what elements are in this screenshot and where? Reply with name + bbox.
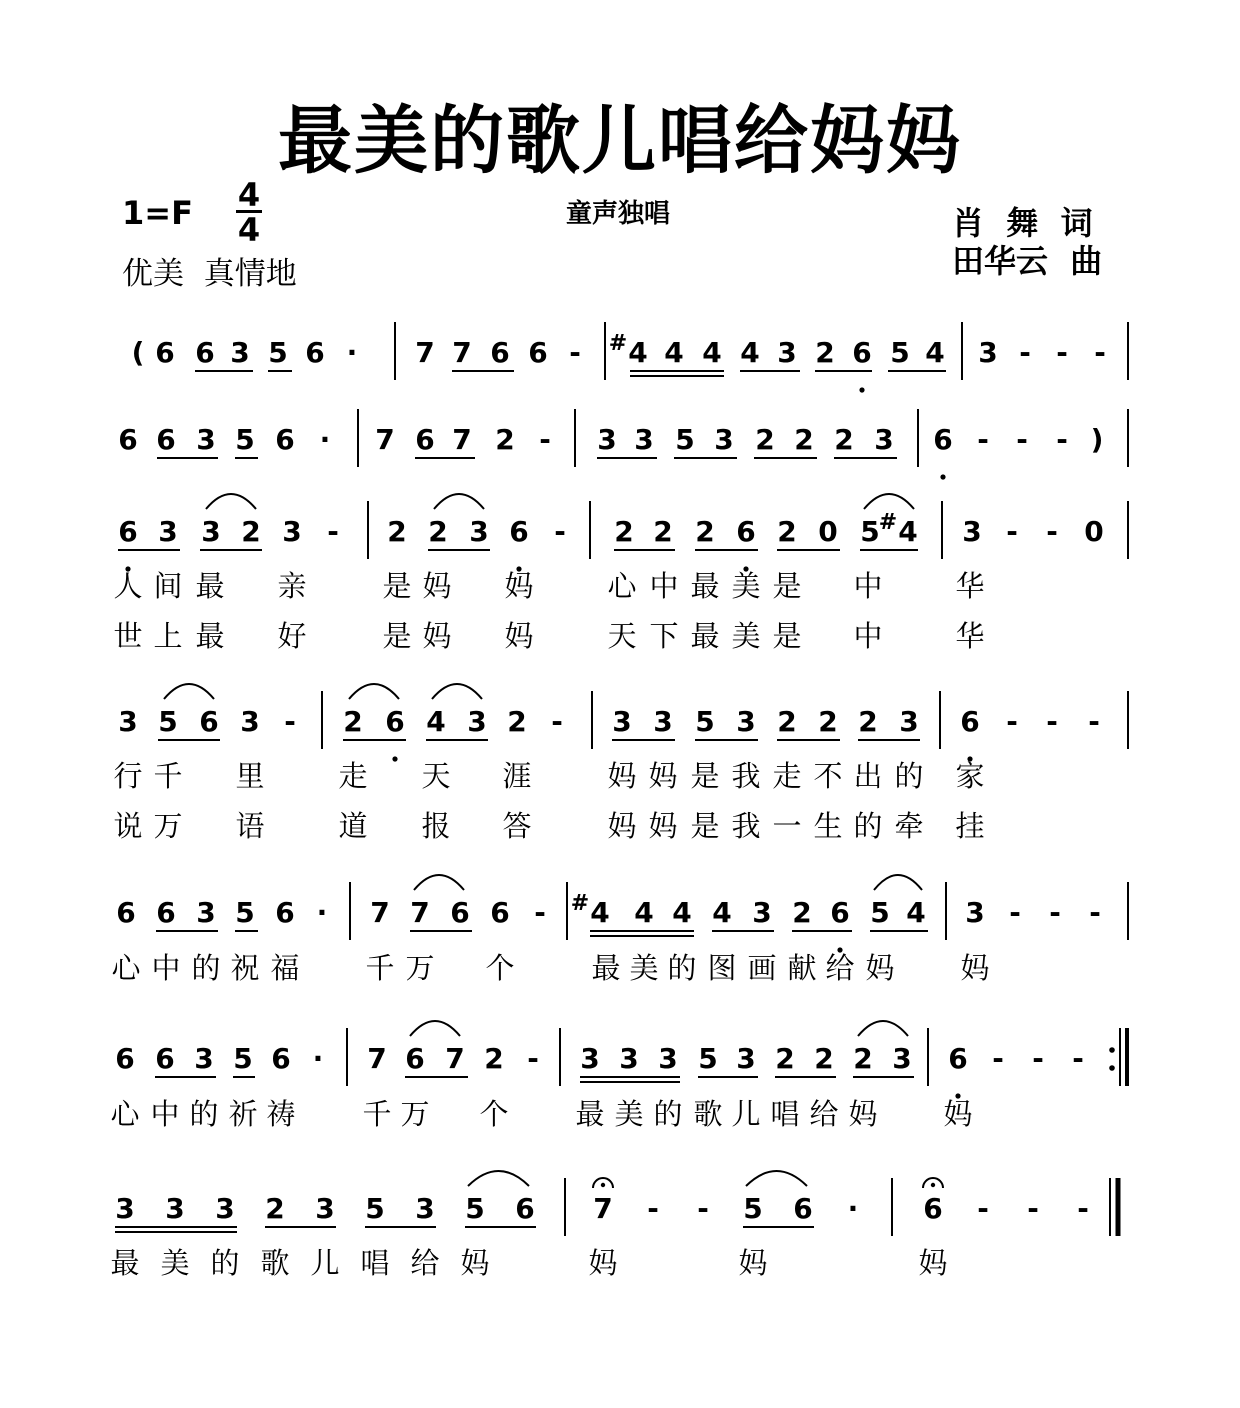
lyric-char: 万 [405, 951, 435, 985]
note: 6 [490, 336, 510, 369]
lyric-char: 天 [607, 619, 637, 653]
lyric-char: 的 [894, 759, 924, 793]
lyric-char: 人 [113, 569, 143, 603]
note: 4 [702, 336, 722, 369]
time-numerator: 4 [237, 176, 261, 214]
sharp-sign: # [570, 891, 590, 916]
note: 6 [305, 336, 325, 369]
note: 3 [415, 1192, 435, 1225]
note: 2 [241, 515, 261, 548]
dash-mark: - [1049, 896, 1061, 929]
lyric-char: 挂 [955, 809, 985, 843]
lyric-char: 涯 [502, 759, 532, 793]
key-signature: 1=F [122, 194, 193, 232]
note: 4 [898, 515, 918, 548]
note: 6 [275, 896, 295, 929]
note: 5 [465, 1192, 485, 1225]
note: 5 [890, 336, 910, 369]
sharp-sign: # [608, 331, 628, 356]
note: 2 [775, 1042, 795, 1075]
lyric-char: 是 [382, 569, 412, 603]
lyric-char: 妈 [848, 1097, 878, 1131]
note: 3 [874, 423, 894, 456]
lyric-char: 妈 [422, 619, 452, 653]
note: · [312, 1042, 324, 1075]
lyric-char: 的 [189, 1097, 219, 1131]
performance-type: 童声独唱 [566, 199, 671, 229]
repeat-dot [1109, 1047, 1115, 1053]
note: 7 [445, 1042, 465, 1075]
note: 2 [777, 705, 797, 738]
lyric-char: 妈 [648, 759, 678, 793]
note: 2 [507, 705, 527, 738]
lyric-char: 中 [853, 569, 883, 603]
slur [432, 684, 482, 699]
note: ( [131, 336, 145, 369]
note: 6 [923, 1192, 943, 1225]
song-title: 最美的歌儿唱给妈妈 [278, 98, 962, 184]
note: 2 [755, 423, 775, 456]
note: 3 [469, 515, 489, 548]
note: 3 [158, 515, 178, 548]
lyric-char: 画 [747, 951, 777, 985]
dash-mark: - [1089, 896, 1101, 929]
low-octave-dot [392, 756, 397, 761]
lyric-char: 的 [191, 951, 221, 985]
lyric-char: 中 [150, 1097, 180, 1131]
lyric-char: 儿 [310, 1246, 340, 1280]
lyric-char: 妈 [504, 569, 534, 603]
note: 5 [675, 423, 695, 456]
lyric-char: 华 [955, 619, 985, 653]
slur [434, 494, 484, 509]
lyric-char: 献 [787, 951, 817, 985]
lyric-char: 妈 [648, 809, 678, 843]
slur [410, 1021, 460, 1036]
lyric-char: 最 [591, 951, 621, 985]
note: 4 [740, 336, 760, 369]
lyric-char: 中 [151, 951, 181, 985]
lyric-char: 天 [421, 759, 451, 793]
dash-mark: - [1046, 705, 1058, 738]
lyric-char: 万 [400, 1097, 430, 1131]
lyric-char: 中 [649, 569, 679, 603]
lyric-char: 最 [690, 619, 720, 653]
lyric-char: 是 [382, 619, 412, 653]
note: 3 [194, 1042, 214, 1075]
lyric-char: 最 [195, 569, 225, 603]
note: 6 [528, 336, 548, 369]
note: 2 [818, 705, 838, 738]
slur [858, 1021, 908, 1036]
note: 6 [415, 423, 435, 456]
lyric-char: 生 [813, 809, 843, 843]
note: · [847, 1192, 859, 1225]
low-octave-dot [940, 474, 945, 479]
note: 6 [405, 1042, 425, 1075]
lyric-char: 是 [690, 759, 720, 793]
lyric-char: 千 [362, 1097, 392, 1131]
note: 3 [736, 705, 756, 738]
note: 3 [115, 1192, 135, 1225]
lyric-char: 语 [235, 809, 265, 843]
lyric-char: 美 [629, 951, 659, 985]
note: · [346, 336, 358, 369]
lyric-char: 是 [772, 569, 802, 603]
note: 2 [428, 515, 448, 548]
lyric-char: 心 [110, 1097, 140, 1131]
lyric-char: 给 [809, 1097, 839, 1131]
slur [414, 875, 464, 890]
note: 7 [370, 896, 390, 929]
note: 6 [115, 1042, 135, 1075]
lyric-char: 上 [153, 619, 183, 653]
note: 5 [698, 1042, 718, 1075]
note: 2 [853, 1042, 873, 1075]
dash-mark: - [539, 423, 551, 456]
lyric-char: 最 [690, 569, 720, 603]
lyric-char: 妈 [588, 1246, 618, 1280]
low-octave-dot [859, 387, 864, 392]
lyric-char: 给 [410, 1246, 440, 1280]
lyric-char: 家 [955, 759, 985, 793]
note: 5 [235, 896, 255, 929]
note: 2 [834, 423, 854, 456]
note: 6 [156, 896, 176, 929]
lyric-char: 中 [853, 619, 883, 653]
note: 3 [196, 896, 216, 929]
note: 6 [736, 515, 756, 548]
note: 4 [712, 896, 732, 929]
dash-mark: - [1046, 515, 1058, 548]
lyric-char: 最 [195, 619, 225, 653]
dash-mark: - [1009, 896, 1021, 929]
note: 3 [962, 515, 982, 548]
lyric-char: 美 [731, 569, 761, 603]
lyric-char: 华 [955, 569, 985, 603]
slur [164, 684, 214, 699]
note: 3 [215, 1192, 235, 1225]
lyric-char: 一 [772, 809, 802, 843]
dash-mark: - [551, 705, 563, 738]
note: 6 [199, 705, 219, 738]
note: 6 [490, 896, 510, 929]
lyric-char: 妈 [504, 619, 534, 653]
note: 6 [155, 1042, 175, 1075]
lyric-char: 妈 [607, 759, 637, 793]
note: · [316, 896, 328, 929]
note: 3 [201, 515, 221, 548]
lyric-char: 图 [707, 951, 737, 985]
lyric-char: 最 [110, 1246, 140, 1280]
lyric-char: 是 [690, 809, 720, 843]
lyric-char: 妈 [918, 1246, 948, 1280]
note: 3 [612, 705, 632, 738]
dash-mark: - [1006, 705, 1018, 738]
lyric-char: 妈 [607, 809, 637, 843]
dash-mark: - [527, 1042, 539, 1075]
dash-mark: - [1072, 1042, 1084, 1075]
note: 2 [343, 705, 363, 738]
note: 6 [933, 423, 953, 456]
note: 6 [118, 515, 138, 548]
dash-mark: - [554, 515, 566, 548]
slur [468, 1171, 529, 1186]
lyric-char: 歌 [693, 1097, 723, 1131]
note: 5 [365, 1192, 385, 1225]
lyric-char: 个 [485, 951, 515, 985]
note: 3 [315, 1192, 335, 1225]
lyric-char: 给 [825, 951, 855, 985]
note: 2 [653, 515, 673, 548]
slur [746, 1171, 807, 1186]
dash-mark: - [977, 423, 989, 456]
note: 5 [268, 336, 288, 369]
note: 7 [593, 1192, 613, 1225]
lyric-char: 歌 [260, 1246, 290, 1280]
dash-mark: - [1077, 1192, 1089, 1225]
dash-mark: - [647, 1192, 659, 1225]
note: 7 [375, 423, 395, 456]
note: 3 [580, 1042, 600, 1075]
note: 2 [495, 423, 515, 456]
note: 3 [467, 705, 487, 738]
lyric-char: 美 [614, 1097, 644, 1131]
composer-credit: 田华云 曲 [952, 242, 1103, 280]
note: 3 [653, 705, 673, 738]
time-denominator: 4 [237, 211, 261, 249]
lyric-char: 妈 [460, 1246, 490, 1280]
lyric-char: 美 [160, 1246, 190, 1280]
dash-mark: - [284, 705, 296, 738]
note: 6 [118, 423, 138, 456]
lyric-char: 最 [575, 1097, 605, 1131]
lyric-char: 儿 [731, 1097, 761, 1131]
note: 6 [275, 423, 295, 456]
note: 4 [634, 896, 654, 929]
note: 5 [158, 705, 178, 738]
dash-mark: - [1094, 336, 1106, 369]
note: 5 [743, 1192, 763, 1225]
lyric-char: 的 [653, 1097, 683, 1131]
lyric-char: 的 [853, 809, 883, 843]
note: 3 [619, 1042, 639, 1075]
lyric-char: 的 [210, 1246, 240, 1280]
note: 0 [818, 515, 838, 548]
lyric-char: 道 [338, 809, 368, 843]
note: 3 [752, 896, 772, 929]
note: 6 [155, 336, 175, 369]
note: 7 [452, 336, 472, 369]
note: 3 [965, 896, 985, 929]
note: 7 [410, 896, 430, 929]
note: 6 [450, 896, 470, 929]
note: 6 [156, 423, 176, 456]
slur [349, 684, 399, 699]
note: 0 [1084, 515, 1104, 548]
note: 3 [165, 1192, 185, 1225]
lyric-char: 好 [277, 619, 307, 653]
note: ) [1090, 423, 1104, 456]
note: 3 [282, 515, 302, 548]
note: 6 [385, 705, 405, 738]
lyric-char: 出 [853, 759, 883, 793]
lyric-char: 个 [479, 1097, 509, 1131]
note: 4 [925, 336, 945, 369]
dash-mark: - [1056, 423, 1068, 456]
note: 3 [240, 705, 260, 738]
dash-mark: - [1056, 336, 1068, 369]
lyric-char: 的 [667, 951, 697, 985]
note: 4 [906, 896, 926, 929]
note: 3 [658, 1042, 678, 1075]
dash-mark: - [534, 896, 546, 929]
note: 2 [695, 515, 715, 548]
note: 6 [852, 336, 872, 369]
note: 4 [628, 336, 648, 369]
lyric-char: 我 [731, 809, 761, 843]
dash-mark: - [569, 336, 581, 369]
lyric-char: 走 [338, 759, 368, 793]
lyric-char: 祈 [228, 1097, 258, 1131]
dash-mark: - [327, 515, 339, 548]
note: 4 [672, 896, 692, 929]
note: 3 [892, 1042, 912, 1075]
lyric-char: 唱 [770, 1097, 800, 1131]
lyric-char: 祝 [230, 951, 260, 985]
dash-mark: - [1019, 336, 1031, 369]
note: 2 [777, 515, 797, 548]
note: 3 [714, 423, 734, 456]
lyric-char: 走 [772, 759, 802, 793]
dash-mark: - [1006, 515, 1018, 548]
tempo-marking: 优美 真情地 [122, 256, 297, 292]
lyric-char: 里 [235, 759, 265, 793]
note: 7 [367, 1042, 387, 1075]
lyric-char: 妈 [943, 1097, 973, 1131]
note: 2 [814, 1042, 834, 1075]
fermata-dot [601, 1183, 605, 1187]
lyric-char: 答 [502, 809, 532, 843]
lyric-char: 千 [153, 759, 183, 793]
repeat-dot [1109, 1065, 1115, 1071]
dash-mark: - [1032, 1042, 1044, 1075]
note: 2 [614, 515, 634, 548]
lyric-char: 说 [113, 809, 143, 843]
lyric-char: 美 [731, 619, 761, 653]
dash-mark: - [1016, 423, 1028, 456]
note: 2 [387, 515, 407, 548]
note: 6 [509, 515, 529, 548]
note: 6 [195, 336, 215, 369]
note: · [319, 423, 331, 456]
lyric-char: 世 [113, 619, 143, 653]
lyric-char: 牵 [894, 809, 924, 843]
note: 7 [415, 336, 435, 369]
lyricist-credit: 肖 舞 词 [952, 204, 1093, 242]
note: 6 [116, 896, 136, 929]
dash-mark: - [992, 1042, 1004, 1075]
dash-mark: - [1027, 1192, 1039, 1225]
note: 2 [265, 1192, 285, 1225]
lyric-char: 不 [813, 759, 843, 793]
note: 4 [426, 705, 446, 738]
lyric-char: 报 [421, 809, 451, 843]
note: 2 [792, 896, 812, 929]
dash-mark: - [1088, 705, 1100, 738]
dash-mark: - [977, 1192, 989, 1225]
lyric-char: 心 [111, 951, 141, 985]
note: 5 [860, 515, 880, 548]
note: 2 [794, 423, 814, 456]
lyric-char: 福 [270, 951, 300, 985]
lyric-char: 间 [153, 569, 183, 603]
note: 3 [230, 336, 250, 369]
lyric-char: 妈 [738, 1246, 768, 1280]
note: 2 [484, 1042, 504, 1075]
note: 6 [830, 896, 850, 929]
note: 3 [899, 705, 919, 738]
note: 3 [196, 423, 216, 456]
lyric-char: 行 [113, 759, 143, 793]
note: 6 [960, 705, 980, 738]
note: 5 [233, 1042, 253, 1075]
note: 3 [777, 336, 797, 369]
lyric-char: 祷 [266, 1097, 296, 1131]
fermata-dot [931, 1183, 935, 1187]
note: 4 [664, 336, 684, 369]
lyric-char: 妈 [960, 951, 990, 985]
note: 5 [695, 705, 715, 738]
note: 2 [815, 336, 835, 369]
lyric-char: 万 [153, 809, 183, 843]
note: 7 [452, 423, 472, 456]
lyric-char: 我 [731, 759, 761, 793]
sharp-sign: # [878, 510, 898, 535]
note: 5 [235, 423, 255, 456]
note: 3 [634, 423, 654, 456]
lyric-char: 是 [772, 619, 802, 653]
dash-mark: - [697, 1192, 709, 1225]
note: 3 [736, 1042, 756, 1075]
note: 2 [858, 705, 878, 738]
note: 6 [948, 1042, 968, 1075]
note: 3 [978, 336, 998, 369]
lyric-char: 亲 [277, 569, 307, 603]
lyric-char: 妈 [865, 951, 895, 985]
slur [206, 494, 256, 509]
lyric-char: 千 [365, 951, 395, 985]
lyric-char: 妈 [422, 569, 452, 603]
note: 6 [271, 1042, 291, 1075]
lyric-char: 心 [607, 569, 637, 603]
note: 3 [597, 423, 617, 456]
note: 6 [793, 1192, 813, 1225]
note: 3 [118, 705, 138, 738]
slur [864, 494, 914, 509]
slur [874, 875, 922, 890]
note: 6 [515, 1192, 535, 1225]
note: 5 [870, 896, 890, 929]
note: 4 [590, 896, 610, 929]
lyric-char: 唱 [360, 1246, 390, 1280]
lyric-char: 下 [649, 619, 679, 653]
